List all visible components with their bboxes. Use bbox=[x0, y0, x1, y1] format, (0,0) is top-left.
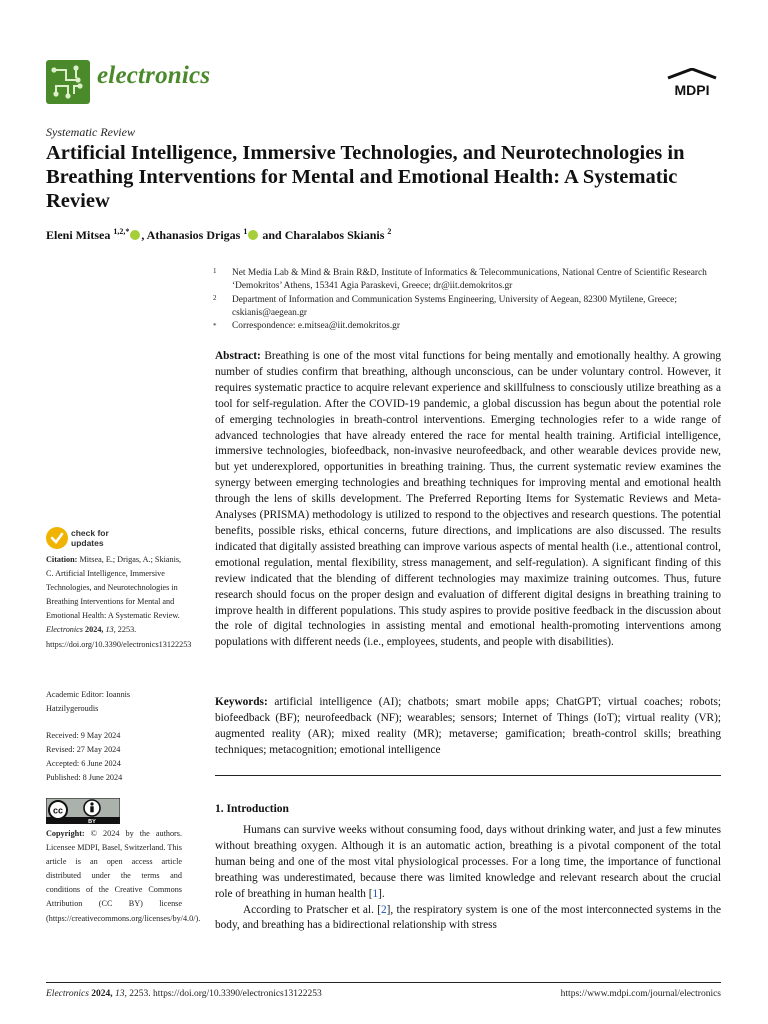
cc-by-license-icon[interactable] bbox=[46, 798, 120, 824]
article-type: Systematic Review bbox=[46, 125, 135, 139]
citation-journal: Electronics bbox=[46, 625, 83, 635]
author-affiliation-marker: 1,2,* bbox=[113, 227, 130, 236]
abstract-text: Breathing is one of the most vital functions for being mentally and emotionally healthy. A growing number of studies confirm that breathing, although unconscious, can be under voluntary control. However, it requires systematic practice to acquire relevant experience and skillfulness to consciously utilize breathing as a tool for self-regulation. After the COVID-19 pandemic, a global discussion has begun about the potential role of emerging technologies in breath-control interventions. Emerging technologies refer to a wide range of advanced technologies that have already entered the race for mental health training. Artificial intelligence, immersive technologies, biofeedback, non-invasive neurofeedback, and other wearable devices provide new, but yet underexplored, opportunities in breathing training. Thus, the current systematic review examines the synergy between emerging technologies and breathing techniques for improving mental and emotional health through the lens of skills development. The Preferred Reporting Items for Systematic Reviews and Meta-Analyses (PRISMA) methodology is utilized to respond to the objectives and research questions. The potential benefits, possible risks, ethical concerns, future directions, and implications are also discussed. The results indicated that digitally assisted breathing can improve various aspects of mental health (i.e., attentional control, emotional regulation, mental flexibility, stress management, and self-regulation). A significant finding of this review indicated that the blending of different technologies may maximize training outcomes. Thus, future research should focus on the proper design and evaluation of different digital designs in breathing training to improve health in different populations. This study aspires to provide positive feedback in the discussion about the role of digital technologies in assisting mental and emotional health-promoting interventions among populations with different needs (i.e., employees, students, and people with disabilities). bbox=[215, 350, 721, 649]
published-date: Published: 8 June 2024 bbox=[46, 773, 123, 783]
mdpi-logo-icon[interactable] bbox=[664, 68, 720, 98]
footer-divider bbox=[46, 982, 721, 983]
affiliation-text: Net Media Lab & Mind & Brain R&D, Institute of Informatics & Telecommunications, National Centre of Scientific Research ‘Demokritos’ Athens, 15341 Agia Paraskevi, Greece; dr@iit.demokritos.gr bbox=[232, 268, 707, 291]
author-name[interactable]: Charalabos Skianis bbox=[284, 228, 385, 242]
footer-year: 2024, bbox=[91, 989, 113, 999]
citation-doi[interactable]: 2253. https://doi.org/10.3390/electronics13122253 bbox=[46, 625, 192, 649]
affiliation-number: 2 bbox=[213, 294, 217, 302]
paragraph: Humans can survive weeks without consuming food, days without drinking water, and just a few minutes without breathing oxygen. Although it is an automatic action, breathing is a pivotal component of the total human being and one of the most vital physiological processes. For a long time, the importance of functional breathing was underestimated, because there was limited knowledge and relevant research about the crucial role of breathing in human health [1]. bbox=[215, 824, 721, 900]
affiliation bbox=[215, 267, 725, 293]
footer-doi[interactable]: 2253. https://doi.org/10.3390/electronics13122253 bbox=[129, 989, 322, 999]
author-separator: and bbox=[259, 228, 285, 242]
correspondence bbox=[215, 320, 725, 333]
footer-volume: 13, bbox=[115, 989, 127, 999]
orcid-icon[interactable] bbox=[248, 230, 258, 240]
svg-text:cc: cc bbox=[52, 805, 64, 816]
check-for-updates-label[interactable]: check for updates bbox=[71, 528, 109, 548]
affiliation-number: 1 bbox=[213, 267, 217, 275]
check-for-updates-icon[interactable] bbox=[46, 527, 68, 549]
section-body bbox=[215, 823, 721, 934]
footer-journal-url[interactable]: https://www.mdpi.com/journal/electronics bbox=[560, 989, 721, 999]
correspondence-text: Correspondence: e.mitsea@iit.demokritos.gr bbox=[232, 321, 400, 331]
author-separator: , bbox=[141, 228, 147, 242]
copyright-notice bbox=[46, 827, 201, 926]
footer-journal: Electronics bbox=[46, 989, 89, 999]
citation-volume: 13, bbox=[105, 625, 116, 635]
received-date: Received: 9 May 2024 bbox=[46, 731, 121, 740]
citation-year: 2024, bbox=[85, 625, 104, 635]
keywords-text: artificial intelligence (AI); chatbots; smart mobile apps; ChatGPT; virtual coaches; robots; biofeedback (BF); neurofeedback (NF); wearables; sensors; Internet of Things (IoT); virtual reality (VR); augmented reality (AR); mixed reality (MR); metaverse; gamification; breath-control skills; breathing techniques; metacognition; emotional intelligence bbox=[215, 696, 721, 756]
article-title: Artificial Intelligence, Immersive Technologies, and Neurotechnologies in Breathing Interventions for Mental and Emotional Health: A Systematic Review bbox=[46, 142, 685, 212]
orcid-icon[interactable] bbox=[130, 230, 140, 240]
cc-by-text: BY bbox=[88, 819, 96, 824]
abstract bbox=[215, 349, 721, 651]
copyright-text: © 2024 by the authors. Licensee MDPI, Basel, Switzerland. This article is an open access article distributed under the terms and conditions of the Creative Commons Attribution (CC BY) license (https://creativecommons.org/licenses/by/4.0/). bbox=[46, 829, 201, 923]
abstract-label: Abstract: bbox=[215, 350, 261, 362]
citation-block bbox=[46, 553, 192, 652]
citation-text: Mitsea, E.; Drigas, A.; Skianis, C. Artificial Intelligence, Immersive Technologies, and Neurotechnologies in Breathing Interventions for Mental and Emotional Health: A Systematic Review. bbox=[46, 555, 182, 621]
footer-citation bbox=[46, 989, 322, 999]
affiliation-text: Department of Information and Communication Systems Engineering, University of Aegean, 82300 Mytilene, Greece; cskianis@aegean.gr bbox=[232, 295, 677, 318]
reference-link[interactable]: 2 bbox=[380, 903, 387, 916]
correspondence-marker: * bbox=[213, 322, 217, 330]
reference-link[interactable]: 1 bbox=[372, 887, 379, 900]
keywords bbox=[215, 695, 721, 759]
revised-date: Revised: 27 May 2024 bbox=[46, 745, 121, 755]
journal-logo-icon bbox=[46, 60, 90, 104]
author-name[interactable]: Athanasios Drigas bbox=[146, 228, 241, 242]
author-list bbox=[46, 227, 391, 243]
journal-name[interactable]: electronics bbox=[97, 62, 211, 89]
copyright-label: Copyright: bbox=[46, 829, 85, 838]
section-heading: 1. Introduction bbox=[215, 803, 289, 815]
section-divider bbox=[215, 775, 721, 776]
keywords-label: Keywords: bbox=[215, 696, 268, 708]
citation-label: Citation: bbox=[46, 555, 78, 564]
author-affiliation-marker: 1 bbox=[243, 227, 248, 236]
accepted-date: Accepted: 6 June 2024 bbox=[46, 759, 121, 769]
paragraph: According to Pratscher et al. [2], the respiratory system is one of the most interconnected systems in the body, and breathing has a bidirectional relationship with stress bbox=[215, 903, 721, 932]
affiliation bbox=[215, 294, 725, 320]
article-dates bbox=[46, 729, 182, 785]
publisher-name: MDPI bbox=[674, 82, 710, 98]
academic-editor: Academic Editor: Ioannis Hatzilygeroudis bbox=[46, 690, 131, 714]
author-affiliation-marker: 2 bbox=[387, 227, 392, 236]
author-name[interactable]: Eleni Mitsea bbox=[46, 228, 111, 242]
